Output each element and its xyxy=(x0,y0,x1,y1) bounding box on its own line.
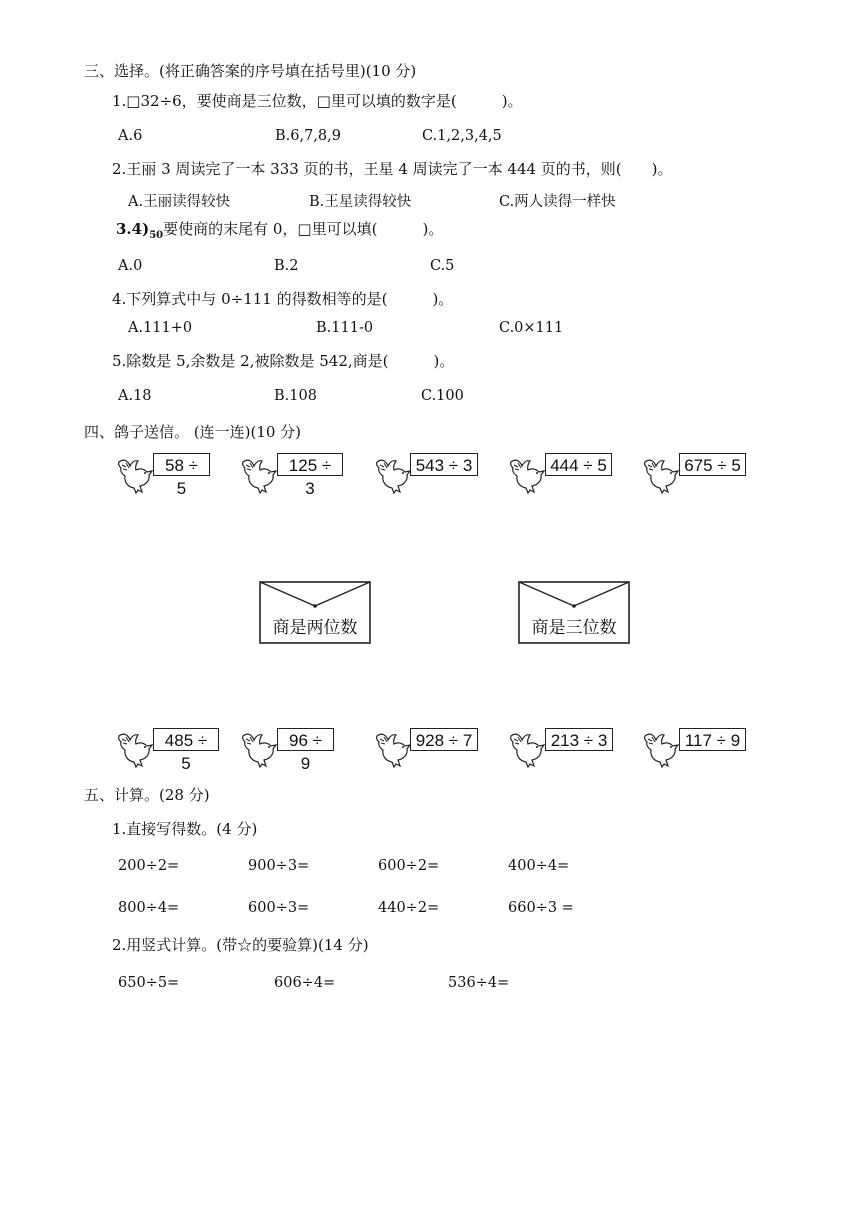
mental-calc-item: 800÷4= xyxy=(118,900,180,916)
pigeon-icon xyxy=(642,726,682,770)
mental-calc-item: 660÷3 = xyxy=(508,900,574,916)
mental-calc-item: 600÷3= xyxy=(248,900,310,916)
q3-prefix: 3.4) xyxy=(116,220,150,238)
q3-subscript: 50 xyxy=(149,230,164,241)
vertical-calc-item: 650÷5= xyxy=(118,975,180,991)
section-4-title: 四、鸽子送信。 (连一连)(10 分) xyxy=(84,423,302,441)
pigeon-icon xyxy=(374,452,414,496)
q5-option-c: C.100 xyxy=(421,388,464,404)
q5-option-a: A.18 xyxy=(118,388,152,404)
envelope-label: 商是三位数 xyxy=(531,618,617,638)
q2-option-b: B.王星读得较快 xyxy=(309,194,412,210)
expression-box[interactable]: 96 ÷ 9 xyxy=(277,728,334,751)
pigeon-icon xyxy=(116,452,156,496)
q1-option-b: B.6,7,8,9 xyxy=(275,128,341,144)
mental-calc-item: 400÷4= xyxy=(508,858,570,874)
question-2: 2.王丽 3 周读完了一本 333 页的书，王星 4 周读完了一本 444 页的书，则( )。 xyxy=(112,160,673,178)
pigeon-icon xyxy=(642,452,682,496)
vertical-calc-item: 606÷4= xyxy=(274,975,336,991)
q4-option-a: A.111+0 xyxy=(128,320,193,336)
expression-box[interactable]: 444 ÷ 5 xyxy=(545,453,612,476)
envelope-three-digit[interactable] xyxy=(518,581,630,644)
part-1-title: 1.直接写得数。(4 分) xyxy=(112,820,258,838)
pigeon-icon xyxy=(508,726,548,770)
question-3 xyxy=(116,218,443,239)
q1-option-c: C.1,2,3,4,5 xyxy=(422,128,502,144)
q1-option-a: A.6 xyxy=(118,128,143,144)
section-5-title: 五、计算。(28 分) xyxy=(84,786,210,804)
vertical-calc-item: 536÷4= xyxy=(448,975,510,991)
section-3-title: 三、选择。(将正确答案的序号填在括号里)(10 分) xyxy=(84,62,417,80)
expression-box[interactable]: 125 ÷ 3 xyxy=(277,453,343,476)
expression-box[interactable]: 543 ÷ 3 xyxy=(410,453,478,476)
q3-option-a: A.0 xyxy=(118,258,143,274)
mental-calc-item: 200÷2= xyxy=(118,858,180,874)
q4-option-b: B.111-0 xyxy=(316,320,374,336)
pigeon-icon xyxy=(240,452,280,496)
pigeon-icon xyxy=(374,726,414,770)
expression-box[interactable]: 58 ÷ 5 xyxy=(153,453,210,476)
question-5: 5.除数是 5,余数是 2,被除数是 542,商是( )。 xyxy=(112,352,455,370)
part-2-title: 2.用竖式计算。(带☆的要验算)(14 分) xyxy=(112,936,369,954)
pigeon-icon xyxy=(508,452,548,496)
expression-box[interactable]: 675 ÷ 5 xyxy=(679,453,746,476)
question-1: 1.□32÷6，要使商是三位数，□里可以填的数字是( )。 xyxy=(112,92,523,110)
q5-option-b: B.108 xyxy=(274,388,317,404)
expression-box[interactable]: 213 ÷ 3 xyxy=(545,728,613,751)
q2-option-c: C.两人读得一样快 xyxy=(499,194,616,210)
envelope-two-digit[interactable] xyxy=(259,581,371,644)
q4-option-c: C.0×111 xyxy=(499,320,564,336)
envelope-label: 商是两位数 xyxy=(272,618,358,638)
expression-box[interactable]: 928 ÷ 7 xyxy=(410,728,478,751)
expression-box[interactable]: 117 ÷ 9 xyxy=(679,728,746,751)
mental-calc-item: 600÷2= xyxy=(378,858,440,874)
q2-option-a: A.王丽读得较快 xyxy=(128,194,231,210)
pigeon-icon xyxy=(116,726,156,770)
question-4: 4.下列算式中与 0÷111 的得数相等的是( )。 xyxy=(112,290,454,308)
expression-box[interactable]: 485 ÷ 5 xyxy=(153,728,219,751)
mental-calc-item: 440÷2= xyxy=(378,900,440,916)
mental-calc-item: 900÷3= xyxy=(248,858,310,874)
q3-text: 要使商的末尾有 0，□里可以填( )。 xyxy=(163,220,444,238)
q3-option-c: C.5 xyxy=(430,258,455,274)
pigeon-icon xyxy=(240,726,280,770)
q3-option-b: B.2 xyxy=(274,258,299,274)
